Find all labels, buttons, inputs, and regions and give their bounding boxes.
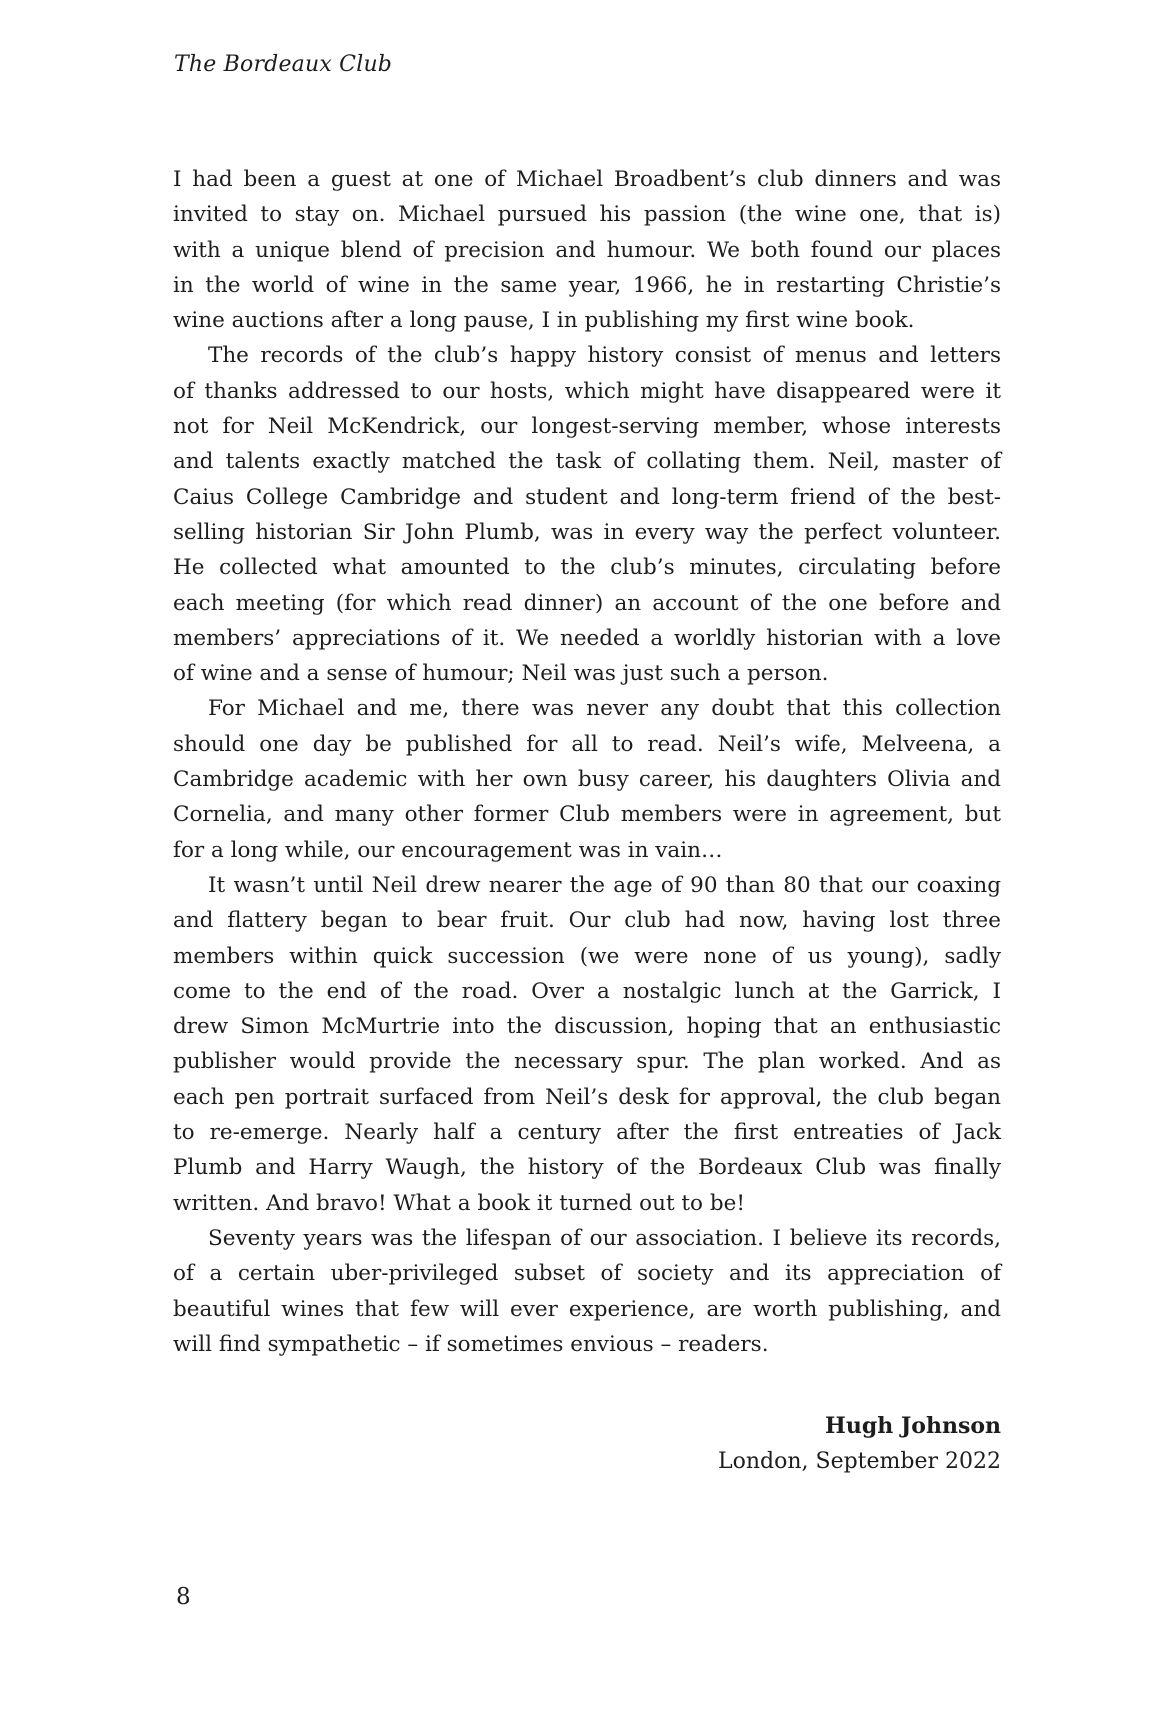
text-line: Cambridge academic with her own busy career, his daughters Olivia and [173, 767, 1001, 793]
text-line: drew Simon McMurtrie into the discussion, hoping that an enthusiastic [173, 1014, 1001, 1040]
text-line: of a certain uber-privileged subset of society and its appreciation of [173, 1261, 1001, 1287]
text-line: selling historian Sir John Plumb, was in every way the perfect volunteer. [173, 519, 1001, 545]
text-line: and flattery began to bear fruit. Our club had now, having lost three [173, 908, 1001, 934]
text-line: Cornelia, and many other former Club members were in agreement, but [173, 802, 1001, 828]
text-line: publisher would provide the necessary spur. The plan worked. And as [173, 1049, 1001, 1075]
text-line: Seventy years was the lifespan of our association. I believe its records, [208, 1225, 1001, 1251]
text-line: Plumb and Harry Waugh, the history of the Bordeaux Club was finally [173, 1155, 1001, 1181]
text-line: members within quick succession (we were none of us young), sadly [173, 943, 1001, 969]
text-line: beautiful wines that few will ever experience, are worth publishing, and [173, 1296, 1001, 1322]
page-number: 8 [176, 1584, 191, 1610]
text-line: The records of the club’s happy history consist of menus and letters [208, 343, 1001, 369]
text-line: For Michael and me, there was never any doubt that this collection [208, 696, 1001, 722]
text-line: should one day be published for all to read. Neil’s wife, Melveena, a [173, 731, 1001, 757]
text-line: I had been a guest at one of Michael Broadbent’s club dinners and was [173, 167, 1001, 192]
running-header: The Bordeaux Club [174, 52, 393, 77]
body-text [173, 162, 1001, 1362]
text-line: each meeting (for which read dinner) an account of the one before and [173, 590, 1001, 616]
text-line: written. And bravo! What a book it turned out to be! [173, 1190, 745, 1216]
text-line: to re-emerge. Nearly half a century after the first entreaties of Jack [173, 1120, 1001, 1146]
text-line: He collected what amounted to the club’s minutes, circulating before [173, 555, 1001, 581]
text-line: invited to stay on. Michael pursued his passion (the wine one, that is) [173, 202, 1001, 228]
text-line: come to the end of the road. Over a nostalgic lunch at the Garrick, I [173, 978, 1001, 1004]
text-line: Caius College Cambridge and student and long-term friend of the best- [173, 484, 1001, 510]
text-line: and talents exactly matched the task of collating them. Neil, master of [173, 449, 1001, 475]
text-line: each pen portrait surfaced from Neil’s desk for approval, the club began [173, 1084, 1001, 1110]
signature-block [718, 1408, 1001, 1480]
text-line: wine auctions after a long pause, I in publishing my first wine book. [173, 308, 915, 334]
text-line: in the world of wine in the same year, 1966, he in restarting Christie’s [173, 272, 1001, 298]
text-line: of wine and a sense of humour; Neil was just such a person. [173, 661, 829, 687]
text-line: for a long while, our encouragement was in vain… [173, 837, 723, 863]
text-line: It wasn’t until Neil drew nearer the age of 90 than 80 that our coaxing [208, 872, 1001, 898]
text-line: not for Neil McKendrick, our longest-serving member, whose interests [173, 414, 1001, 440]
text-line: will find sympathetic – if sometimes envious – readers. [173, 1331, 769, 1357]
text-line: with a unique blend of precision and humour. We both found our places [173, 237, 1001, 263]
signature-name: Hugh Johnson [825, 1413, 1001, 1439]
text-line: members’ appreciations of it. We needed a worldly historian with a love [173, 625, 1001, 651]
signature-place-date: London, September 2022 [717, 1449, 1001, 1474]
text-line: of thanks addressed to our hosts, which might have disappeared were it [173, 378, 1001, 404]
